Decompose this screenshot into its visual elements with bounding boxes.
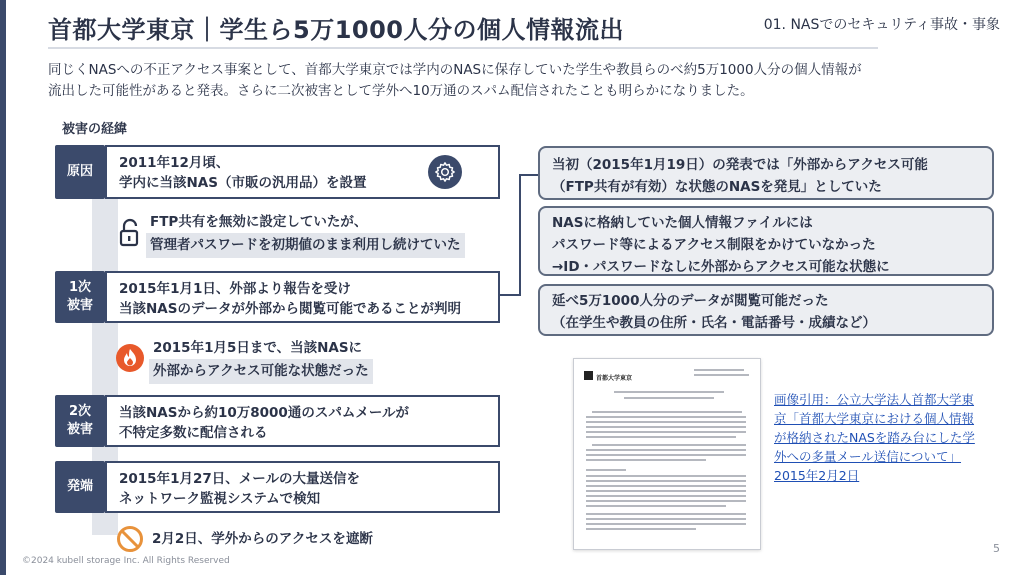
- step-discovery-line: 2015年1月27日、メールの大量送信を: [119, 471, 360, 487]
- doc-text-line: [592, 444, 746, 446]
- citation-line[interactable]: が格納されたNASを踏み台にした学: [774, 430, 975, 445]
- callout-no-access-control: [538, 206, 994, 276]
- doc-text-line: [586, 500, 746, 502]
- intro-line: 流出した可能性があると発表。さらに二次被害として学外へ10万通のスパム配信されたことも明らかになりました。: [48, 83, 754, 99]
- doc-text-line: [694, 369, 744, 371]
- step-tag-secondary: [55, 395, 105, 447]
- image-citation-link[interactable]: [774, 390, 984, 485]
- intro-text: [48, 60, 988, 102]
- citation-line[interactable]: 京「首都大学東京における個人情報: [774, 411, 975, 426]
- citation-line[interactable]: 2015年2月2日: [774, 468, 860, 483]
- gear-icon: [428, 155, 462, 189]
- callout-line: →ID・パスワードなしに外部からアクセス可能な状態に: [552, 259, 890, 275]
- step-secondary-line: 当該NASから約10万8000通のスパムメールが: [119, 405, 410, 421]
- step-tag-cause: 原因: [55, 145, 105, 199]
- doc-text-line: [624, 397, 714, 399]
- callout-line: パスワード等によるアクセス制限をかけていなかった: [552, 237, 876, 253]
- doc-text-line: [586, 436, 736, 438]
- step-cause-line: 2011年12月頃、: [119, 155, 230, 171]
- doc-text-line: [586, 459, 706, 461]
- callout-initial-announcement: [538, 146, 994, 200]
- note-exposure-line: 外部からアクセス可能な状態だった: [149, 359, 373, 384]
- step-primary-line: 2015年1月1日、外部より報告を受け: [119, 281, 351, 297]
- title-divider: [48, 47, 878, 49]
- note-block-line: 2月2日、学外からのアクセスを遮断: [152, 531, 373, 547]
- citation-line[interactable]: 外への多量メール送信について」: [774, 449, 962, 464]
- callout-line: （FTP共有が有効）な状態のNASを発見」としていた: [552, 179, 882, 195]
- timeline-heading: 被害の経緯: [62, 122, 128, 137]
- doc-text-line: [586, 518, 746, 520]
- doc-text-line: [586, 416, 746, 418]
- page-number: 5: [993, 542, 1000, 555]
- document-thumbnail: [573, 358, 761, 550]
- doc-text-line: [586, 490, 746, 492]
- step-tag-line: 被害: [66, 422, 93, 437]
- doc-text-line: [586, 469, 626, 471]
- doc-text-line: [586, 454, 746, 456]
- step-cause-line: 学内に当該NAS（市販の汎用品）を設置: [119, 175, 367, 191]
- step-tag-line: 1次: [68, 280, 92, 295]
- note-block-access: [152, 529, 373, 550]
- copyright: ©2024 kubell storage Inc. All Rights Reserved: [22, 556, 230, 566]
- note-password-line: FTP共有を無効に設定していたが、: [150, 214, 368, 230]
- section-label: 01. NASでのセキュリティ事故・事象: [763, 17, 1000, 33]
- citation-line[interactable]: 画像引用：公立大学法人首都大学東: [774, 392, 975, 407]
- doc-text-line: [586, 505, 726, 507]
- left-accent-bar: [0, 0, 6, 575]
- step-discovery: [105, 461, 500, 513]
- step-tag-discovery: 発端: [55, 461, 105, 513]
- unlock-icon: [118, 218, 142, 248]
- callout-line: 延べ5万1000人分のデータが閲覧可能だった: [552, 293, 829, 309]
- step-tag-primary: [55, 271, 105, 323]
- document-logo-mark: [584, 371, 593, 380]
- doc-text-line: [694, 374, 749, 376]
- callout-line: NASに格納していた個人情報ファイルには: [552, 215, 813, 231]
- doc-text-line: [586, 523, 746, 525]
- doc-text-line: [586, 495, 746, 497]
- doc-text-line: [586, 449, 746, 451]
- doc-text-line: [586, 475, 746, 477]
- doc-text-line: [586, 528, 696, 530]
- document-logo-text: 首都大学東京: [596, 375, 633, 382]
- callout-data-exposed: [538, 284, 994, 336]
- step-tag-line: 被害: [66, 298, 93, 313]
- doc-text-line: [614, 391, 724, 393]
- step-primary-damage: [105, 271, 500, 323]
- doc-text-line: [586, 421, 746, 423]
- note-exposure-line: 2015年1月5日まで、当該NASに: [153, 340, 363, 356]
- step-secondary-damage: [105, 395, 500, 447]
- doc-text-line: [586, 426, 746, 428]
- doc-text-line: [586, 485, 746, 487]
- step-discovery-line: ネットワーク監視システムで検知: [119, 491, 321, 507]
- doc-text-line: [586, 513, 746, 515]
- callout-line: （在学生や教員の住所・氏名・電話番号・成績など）: [552, 315, 876, 331]
- doc-text-line: [586, 480, 746, 482]
- step-tag-line: 2次: [68, 404, 92, 419]
- doc-text-line: [586, 431, 746, 433]
- step-primary-line: 当該NASのデータが外部から閲覧可能であることが判明: [119, 301, 461, 317]
- step-secondary-line: 不特定多数に配信される: [119, 425, 268, 441]
- note-password-line: 管理者パスワードを初期値のまま利用し続けていた: [146, 233, 465, 258]
- page-title: 首都大学東京｜学生ら5万1000人分の個人情報流出: [48, 16, 624, 44]
- callout-line: 当初（2015年1月19日）の発表では「外部からアクセス可能: [552, 157, 928, 173]
- note-exposure: [153, 338, 373, 384]
- doc-text-line: [592, 411, 742, 413]
- intro-line: 同じくNASへの不正アクセス事案として、首都大学東京では学内のNASに保存していた学生や教員らのべ約5万1000人分の個人情報が: [48, 62, 862, 78]
- fire-icon: [115, 343, 145, 373]
- note-password: [150, 212, 465, 258]
- prohibited-icon: [116, 525, 144, 553]
